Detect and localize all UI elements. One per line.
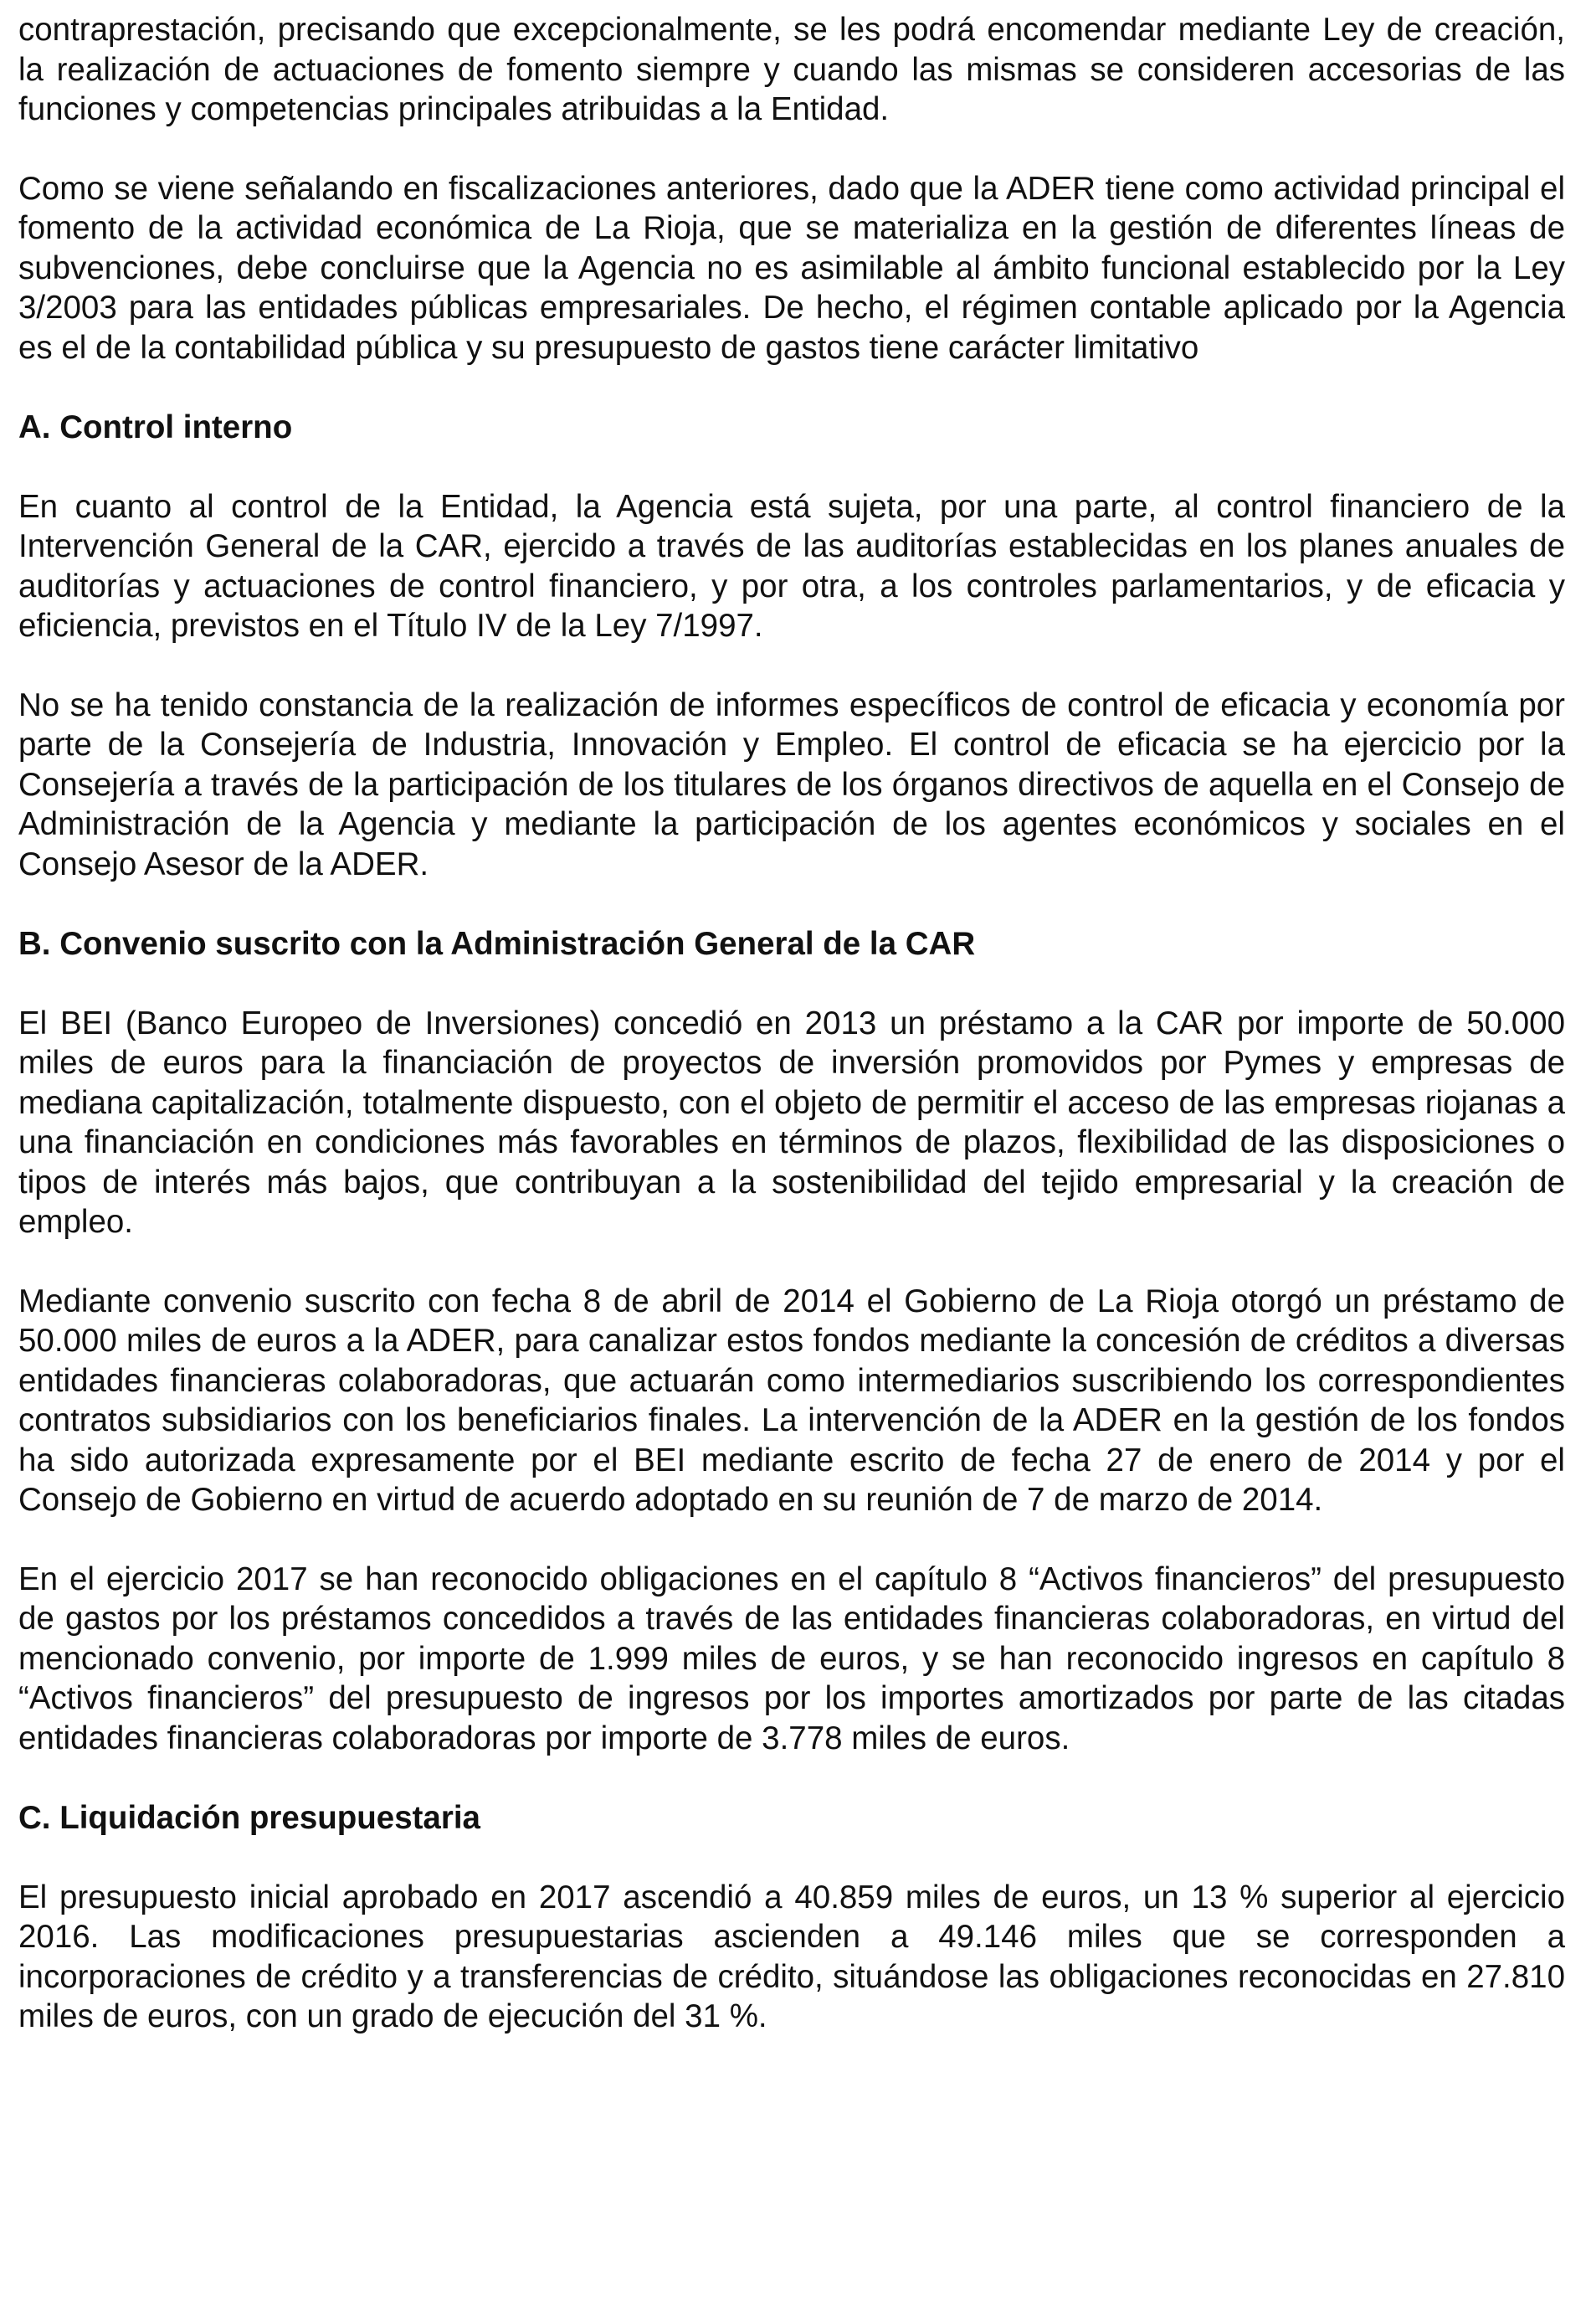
section-b-paragraph-1: El BEI (Banco Europeo de Inversiones) concedió en 2013 un préstamo a la CAR por importe de 50.000 miles de euros para la financiación de proyectos de inversión promovidos por Pymes y empresas de mediana capitalización, totalmente dispuesto, con el objeto de permitir el acceso de las empresas riojanas a una financiación en condiciones más favorables en términos de plazos, flexibilidad de las disposiciones o tipos de interés más bajos, que contribuyan a la sostenibilidad del tejido empresarial y la creación de empleo.	[18, 1005, 1565, 1240]
section-c-heading: C. Liquidación presupuestaria	[18, 1800, 480, 1836]
section-b-paragraph-2: Mediante convenio suscrito con fecha 8 de abril de 2014 el Gobierno de La Rioja otorgó un préstamo de 50.000 miles de euros a la ADER, para canalizar estos fondos mediante la concesión de créditos a diversas entidades financieras colaboradoras, que actuarán como intermediarios suscribiendo los correspondientes contratos subsidiarios con los beneficiarios finales. La intervención de la ADER en la gestión de los fondos ha sido autorizada expresamente por el BEI mediante escrito de fecha 27 de enero de 2014 y por el Consejo de Gobierno en virtud de acuerdo adoptado en su reunión de 7 de marzo de 2014.	[18, 1283, 1565, 1518]
section-a-heading: A. Control interno	[18, 409, 293, 445]
document-page	[18, 10, 1565, 2037]
intro-paragraph-1: contraprestación, precisando que excepcionalmente, se les podrá encomendar mediante Ley de creación, la realización de actuaciones de fomento siempre y cuando las mismas se consideren accesorias de las funciones y competencias principales atribuidas a la Entidad.	[18, 12, 1565, 127]
section-a-paragraph-2: No se ha tenido constancia de la realización de informes específicos de control de eficacia y economía por parte de la Consejería de Industria, Innovación y Empleo. El control de eficacia se ha ejercicio por la Consejería a través de la participación de los titulares de los órganos directivos de aquella en el Consejo de Administración de la Agencia y mediante la participación de los agentes económicos y sociales en el Consejo Asesor de la ADER.	[18, 686, 1565, 882]
section-b-heading: B. Convenio suscrito con la Administración General de la CAR	[18, 926, 976, 962]
intro-paragraph-2: Como se viene señalando en fiscalizaciones anteriores, dado que la ADER tiene como actividad principal el fomento de la actividad económica de La Rioja, que se materializa en la gestión de diferentes líneas de subvenciones, debe concluirse que la Agencia no es asimilable al ámbito funcional establecido por la Ley 3/2003 para las entidades públicas empresariales. De hecho, el régimen contable aplicado por la Agencia es el de la contabilidad pública y su presupuesto de gastos tiene carácter limitativo	[18, 170, 1565, 366]
section-a-paragraph-1: En cuanto al control de la Entidad, la Agencia está sujeta, por una parte, al control financiero de la Intervención General de la CAR, ejercido a través de las auditorías establecidas en los planes anuales de auditorías y actuaciones de control financiero, y por otra, a los controles parlamentarios, y de eficacia y eficiencia, previstos en el Título IV de la Ley 7/1997.	[18, 488, 1565, 644]
section-c-paragraph-1: El presupuesto inicial aprobado en 2017 ascendió a 40.859 miles de euros, un 13 % superior al ejercicio 2016. Las modificaciones presupuestarias ascienden a 49.146 miles que se corresponden a incorporaciones de crédito y a transferencias de crédito, situándose las obligaciones reconocidas en 27.810 miles de euros, con un grado de ejecución del 31 %.	[18, 1879, 1565, 2034]
section-b-paragraph-3: En el ejercicio 2017 se han reconocido obligaciones en el capítulo 8 “Activos financieros” del presupuesto de gastos por los préstamos concedidos a través de las entidades financieras colaboradoras, en virtud del mencionado convenio, por importe de 1.999 miles de euros, y se han reconocido ingresos en capítulo 8 “Activos financieros” del presupuesto de ingresos por los importes amortizados por parte de las citadas entidades financieras colaboradoras por importe de 3.778 miles de euros.	[18, 1560, 1565, 1756]
